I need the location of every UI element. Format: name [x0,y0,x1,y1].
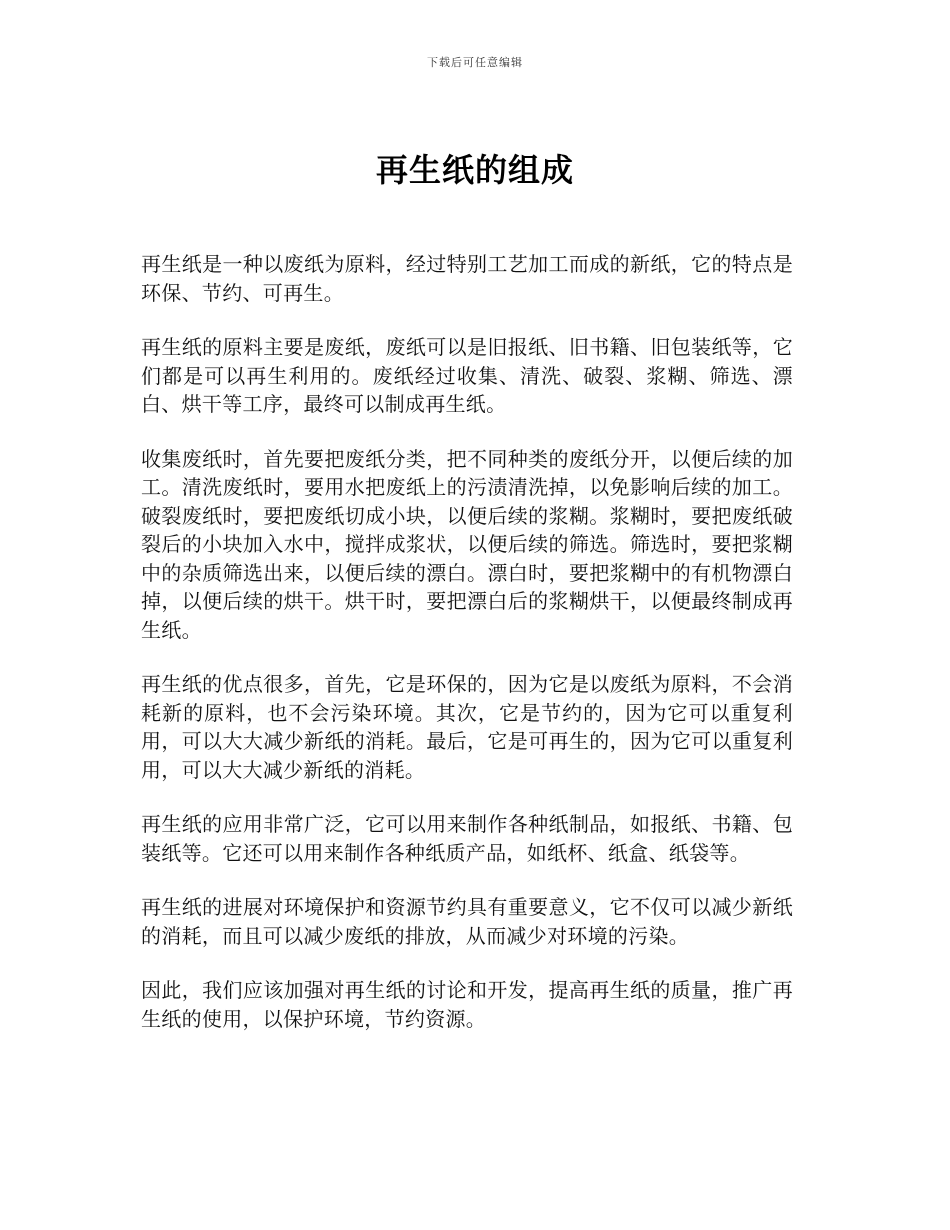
paragraph-intro: 再生纸是一种以废纸为原料，经过特别工艺加工而成的新纸，它的特点是环保、节约、可再生。 [141,252,793,305]
header-note: 下载后可任意编辑 [427,56,523,69]
paragraph-advantages: 再生纸的优点很多，首先，它是环保的，因为它是以废纸为原料，不会消耗新的原料，也不会污染环境。其次，它是节约的，因为它可以重复利用，可以大大减少新纸的消耗。最后，它是可再生的，因为它可以重复利用，可以大大减少新纸的消耗。 [141,672,793,782]
paragraph-applications: 再生纸的应用非常广泛，它可以用来制作各种纸制品，如报纸、书籍、包装纸等。它还可以用来制作各种纸质产品，如纸杯、纸盒、纸袋等。 [141,812,793,865]
paragraph-conclusion: 因此，我们应该加强对再生纸的讨论和开发，提高再生纸的质量，推广再生纸的使用，以保护环境，节约资源。 [141,978,793,1031]
document-title: 再生纸的组成 [375,151,574,189]
paragraph-materials: 再生纸的原料主要是废纸，废纸可以是旧报纸、旧书籍、旧包装纸等，它们都是可以再生利用的。废纸经过收集、清洗、破裂、浆糊、筛选、漂白、烘干等工序，最终可以制成再生纸。 [141,335,793,416]
document-body [141,250,793,1059]
paragraph-significance: 再生纸的进展对环境保护和资源节约具有重要意义，它不仅可以减少新纸的消耗，而且可以减少废纸的排放，从而减少对环境的污染。 [141,895,793,948]
paragraph-process: 收集废纸时，首先要把废纸分类，把不同种类的废纸分开，以便后续的加工。清洗废纸时，要用水把废纸上的污渍清洗掉，以免影响后续的加工。破裂废纸时，要把废纸切成小块，以便后续的浆糊。浆糊时，要把废纸破裂后的小块加入水中，搅拌成浆状，以便后续的筛选。筛选时，要把浆糊中的杂质筛选出来，以便后续的漂白。漂白时，要把浆糊中的有机物漂白掉，以便后续的烘干。烘干时，要把漂白后的浆糊烘干，以便最终制成再生纸。 [141,446,793,642]
